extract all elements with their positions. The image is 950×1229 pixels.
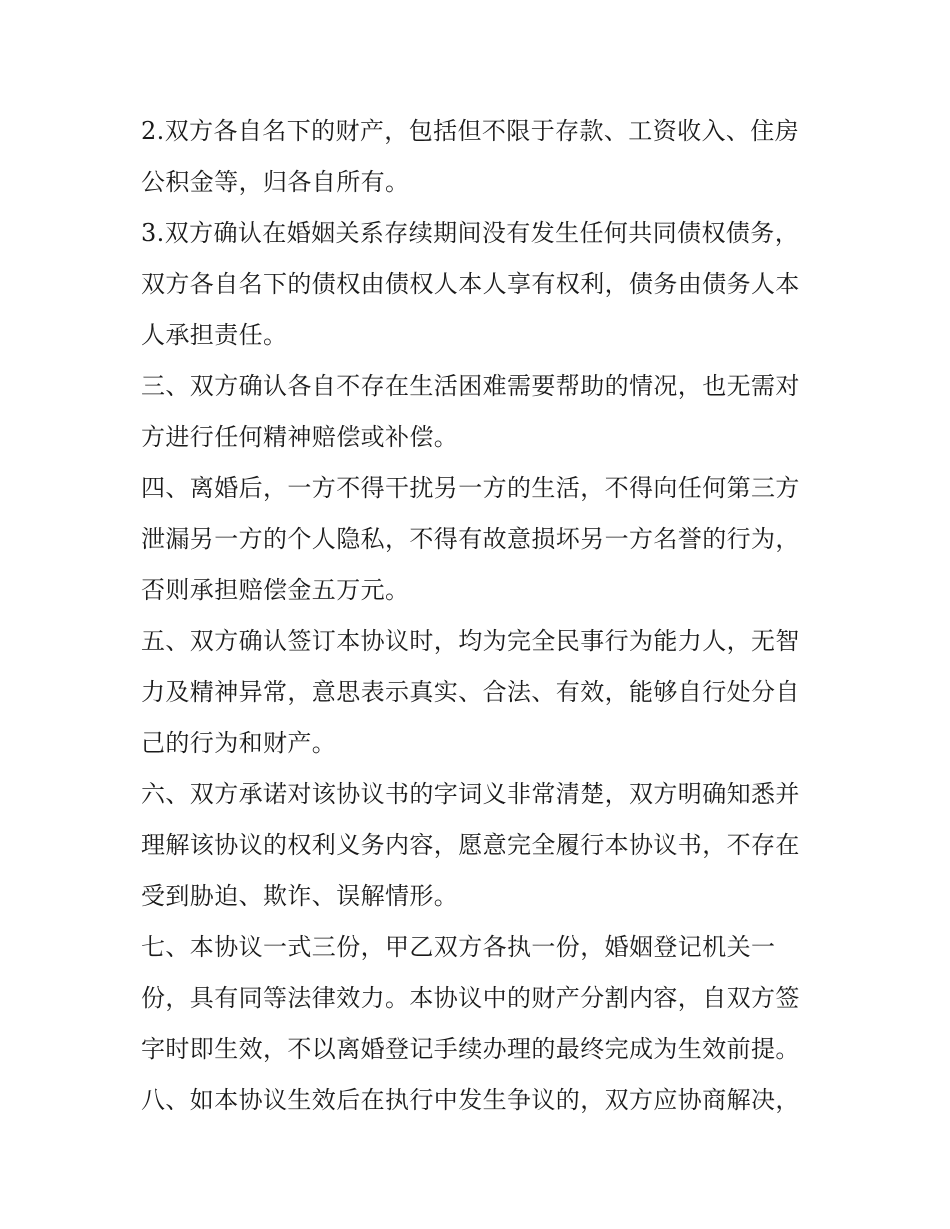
text-line: 受到胁迫、欺诈、误解情形。 (141, 882, 459, 910)
text-line: 八、如本协议生效后在执行中发生争议的，双方应协商解决， (141, 1086, 800, 1114)
text-line: 否则承担赔偿金五万元。 (141, 576, 410, 604)
text-line: 3.双方确认在婚姻关系存续期间没有发生任何共同债权债务， (141, 219, 800, 247)
text-line: 人承担责任。 (141, 321, 288, 349)
text-line: 双方各自名下的债权由债权人本人享有权利，债务由债务人本 (141, 270, 800, 298)
text-line: 四、离婚后，一方不得干扰另一方的生活，不得向任何第三方 (141, 474, 800, 502)
text-line: 己的行为和财产。 (141, 729, 337, 757)
text-line: 力及精神异常，意思表示真实、合法、有效，能够自行处分自 (141, 678, 800, 706)
text-line: 六、双方承诺对该协议书的字词义非常清楚，双方明确知悉并 (141, 780, 800, 808)
text-line: 份，具有同等法律效力。本协议中的财产分割内容，自双方签 (141, 984, 800, 1012)
text-line: 公积金等，归各自所有。 (141, 168, 410, 196)
text-line: 字时即生效，不以离婚登记手续办理的最终完成为生效前提。 (141, 1035, 800, 1063)
text-line: 五、双方确认签订本协议时，均为完全民事行为能力人，无智 (141, 627, 800, 655)
text-line: 三、双方确认各自不存在生活困难需要帮助的情况，也无需对 (141, 372, 800, 400)
text-line: 七、本协议一式三份，甲乙双方各执一份，婚姻登记机关一 (141, 933, 776, 961)
text-line: 理解该协议的权利义务内容，愿意完全履行本协议书，不存在 (141, 831, 800, 859)
text-line: 2.双方各自名下的财产，包括但不限于存款、工资收入、住房 (141, 117, 800, 145)
text-line: 方进行任何精神赔偿或补偿。 (141, 423, 459, 451)
text-line: 泄漏另一方的个人隐私，不得有故意损坏另一方名誉的行为， (141, 525, 800, 553)
agreement-body-text (141, 106, 821, 1126)
